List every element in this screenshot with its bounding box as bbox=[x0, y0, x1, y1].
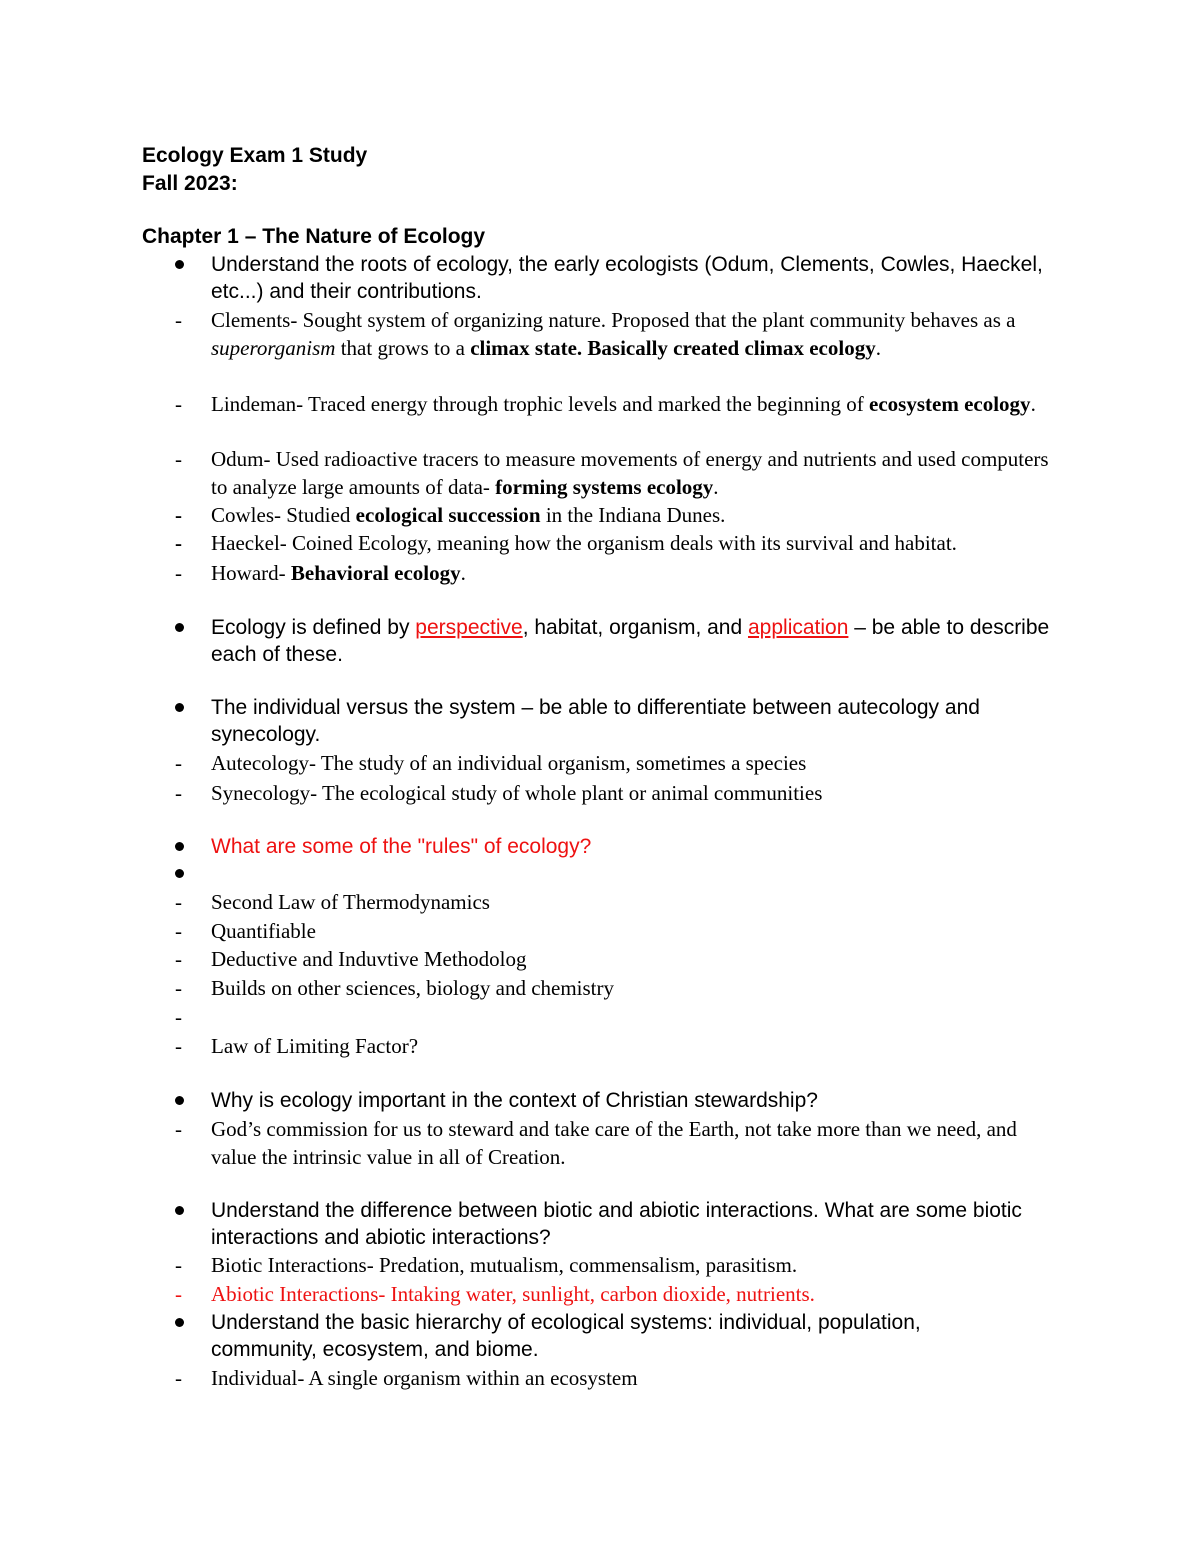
bullet-text: What are some of the "rules" of ecology? bbox=[211, 835, 592, 858]
dash-marker: - bbox=[175, 561, 182, 585]
dash-text bbox=[211, 445, 1061, 501]
dash-marker: - bbox=[175, 1366, 182, 1390]
dash-text bbox=[211, 559, 1071, 587]
dash-text bbox=[211, 390, 1061, 418]
highlight-application: application bbox=[748, 616, 849, 639]
text-run: . bbox=[875, 336, 881, 360]
bullet-text: Understand the roots of ecology, the early ecologists (Odum, Clements, Cowles, Haeckel, etc...) and their contributions. bbox=[211, 253, 1043, 303]
text-run: Ecology is defined by bbox=[211, 616, 416, 639]
chapter-heading: Chapter 1 – The Nature of Ecology bbox=[142, 225, 486, 248]
text-run: – be able to describe each of these. bbox=[211, 616, 1050, 666]
text-run-bold: ecological succession bbox=[355, 503, 541, 527]
text-run: , habitat, organism, and bbox=[522, 616, 748, 639]
document-title: Ecology Exam 1 Study bbox=[142, 144, 368, 167]
dash-marker: - bbox=[175, 503, 182, 527]
dash-text: Quantifiable bbox=[211, 919, 316, 943]
text-run-italic: superorganism bbox=[211, 336, 336, 360]
dash-marker: - bbox=[175, 392, 182, 416]
text-run-bold: ecosystem ecology bbox=[869, 392, 1031, 416]
bullet-text: Understand the difference between biotic and abiotic interactions. What are some biotic interactions and abiotic interactions? bbox=[211, 1199, 1022, 1249]
dash-text: Abiotic Interactions- Intaking water, sunlight, carbon dioxide, nutrients. bbox=[211, 1282, 815, 1306]
dash-text: Biotic Interactions- Predation, mutualism, commensalism, parasitism. bbox=[211, 1253, 798, 1277]
text-run-bold: forming systems ecology bbox=[495, 475, 714, 499]
text-run-bold: climax state. Basically created climax ecology bbox=[470, 336, 876, 360]
text-run: . bbox=[713, 475, 719, 499]
bullet-icon bbox=[175, 1096, 184, 1105]
dash-marker: - bbox=[175, 1034, 182, 1058]
dash-marker: - bbox=[175, 890, 182, 914]
dash-text: Law of Limiting Factor? bbox=[211, 1034, 419, 1058]
text-run: that grows to a bbox=[335, 336, 471, 360]
dash-text: Autecology- The study of an individual organism, sometimes a species bbox=[211, 751, 807, 775]
bullet-icon bbox=[175, 1206, 184, 1215]
bullet-icon bbox=[175, 869, 184, 878]
dash-marker: - bbox=[175, 1117, 182, 1141]
text-run-bold: Behavioral ecology bbox=[290, 561, 461, 585]
dash-marker: - bbox=[175, 447, 182, 471]
bullet-text: The individual versus the system – be able to differentiate between autecology and synecology. bbox=[211, 696, 980, 746]
bullet-icon bbox=[175, 623, 184, 632]
text-run: Lindeman- Traced energy through trophic levels and marked the beginning of bbox=[211, 392, 870, 416]
dash-text: Haeckel- Coined Ecology, meaning how the organism deals with its survival and habitat. bbox=[211, 531, 957, 555]
dash-marker: - bbox=[175, 947, 182, 971]
dash-marker: - bbox=[175, 1253, 182, 1277]
highlight-perspective: perspective bbox=[415, 616, 523, 639]
dash-text bbox=[211, 306, 1031, 362]
bullet-icon bbox=[175, 703, 184, 712]
dash-marker: - bbox=[175, 531, 182, 555]
bullet-icon bbox=[175, 260, 184, 269]
dash-text: God’s commission for us to steward and take care of the Earth, not take more than we need, and value the intrinsic value in all of Creation. bbox=[211, 1117, 1017, 1169]
dash-marker: - bbox=[175, 751, 182, 775]
dash-marker: - bbox=[175, 308, 182, 332]
text-run: in the Indiana Dunes. bbox=[540, 503, 726, 527]
text-run: . bbox=[1030, 392, 1036, 416]
dash-text: Individual- A single organism within an ecosystem bbox=[211, 1366, 638, 1390]
bullet-text: Understand the basic hierarchy of ecological systems: individual, population, community, ecosystem, and biome. bbox=[211, 1311, 921, 1361]
dash-marker: - bbox=[175, 976, 182, 1000]
dash-marker: - bbox=[175, 919, 182, 943]
bullet-text: Why is ecology important in the context of Christian stewardship? bbox=[211, 1089, 818, 1112]
dash-text: Deductive and Induvtive Methodolog bbox=[211, 947, 527, 971]
dash-marker: - bbox=[175, 1282, 182, 1306]
bullet-icon bbox=[175, 842, 184, 851]
document-term: Fall 2023: bbox=[142, 172, 238, 195]
dash-text: Builds on other sciences, biology and chemistry bbox=[211, 976, 615, 1000]
dash-text: Second Law of Thermodynamics bbox=[211, 890, 490, 914]
bullet-icon bbox=[175, 1318, 184, 1327]
dash-text bbox=[211, 501, 1071, 529]
dash-marker: - bbox=[175, 781, 182, 805]
bullet-text bbox=[211, 614, 1081, 668]
text-run: . bbox=[460, 561, 466, 585]
dash-marker: - bbox=[175, 1005, 182, 1029]
text-run: Howard- bbox=[211, 561, 291, 585]
text-run: Odum- Used radioactive tracers to measure movements of energy and nutrients and used computers to analyze large amounts of data- bbox=[211, 447, 1049, 499]
dash-text: Synecology- The ecological study of whole plant or animal communities bbox=[211, 781, 823, 805]
text-run: Cowles- Studied bbox=[211, 503, 356, 527]
text-run: Clements- Sought system of organizing nature. Proposed that the plant community behaves as a bbox=[211, 308, 1016, 332]
